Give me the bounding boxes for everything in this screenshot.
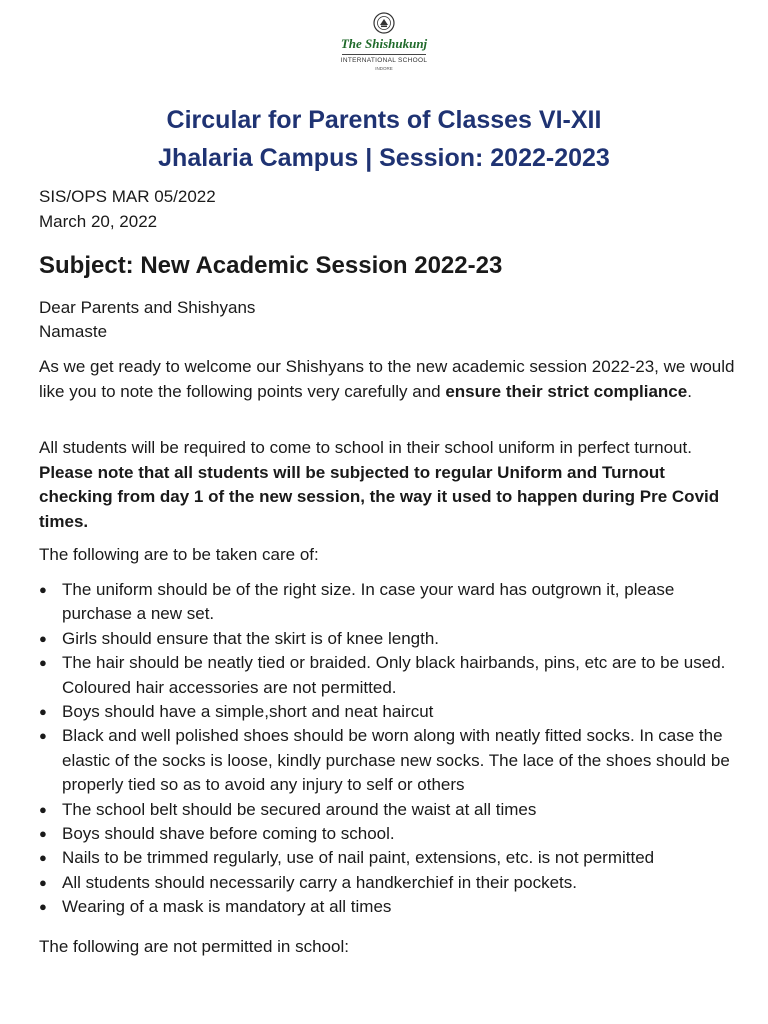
list-item-text: Boys should shave before coming to school. [62,824,395,844]
list-item [39,871,739,895]
bullet-icon: ● [39,801,47,817]
list-item [39,627,739,651]
list-item-text: Girls should ensure that the skirt is of knee length. [62,628,440,648]
not-permitted-heading: The following are not permitted in school: [39,937,349,956]
list-item-text: Nails to be trimmed regularly, use of nail paint, extensions, etc. is not permitted [62,848,655,868]
list-item [39,700,739,724]
list-item [39,578,739,627]
uniform-text: All students will be required to come to school in their school uniform in perfect turnout. [39,438,692,457]
bullet-icon: ● [39,899,47,915]
bullet-icon: ● [39,826,47,842]
bullet-icon: ● [39,582,47,597]
bullet-icon: ● [39,874,47,890]
logo-city: INDORE [375,66,393,71]
uniform-bold-text: Please note that all students will be subjected to regular Uniform and Turnout checking from day 1 of the new session, the way it used to happen during Pre Covid times. [39,462,720,531]
list-item-text: The uniform should be of the right size. In case your ward has outgrown it, please purchase a new set. [62,580,675,624]
rules-list [39,578,739,920]
bullet-icon: ● [39,850,47,866]
reference-number: SIS/OPS MAR 05/2022 [39,187,216,206]
salutation-line1: Dear Parents and Shishyans [39,298,256,317]
list-item [39,895,739,919]
list-item [39,724,739,797]
intro-paragraph [39,355,739,404]
logo-subtitle: INTERNATIONAL SCHOOL [340,57,428,64]
intro-end: . [687,381,692,401]
circular-date: March 20, 2022 [39,212,158,231]
circular-title-line1: Circular for Parents of Classes VI-XII [166,106,602,134]
subject-heading: Subject: New Academic Session 2022-23 [39,252,503,279]
bullet-icon: ● [39,630,47,646]
list-item [39,822,739,846]
logo-brand-text: The Shishukunj [340,36,428,51]
salutation-line2: Namaste [39,322,108,341]
school-emblem-icon [373,12,395,34]
list-item [39,651,739,700]
list-item-text: The hair should be neatly tied or braided. Only black hairbands, pins, etc are to be used. Coloured hair accessories are not permitted. [62,653,726,697]
school-logo [334,12,434,90]
bullet-icon: ● [39,655,47,671]
bullet-icon: ● [39,704,47,720]
list-item-text: The school belt should be secured around the waist at all times [62,799,537,819]
intro-text: As we get ready to welcome our Shishyans to the new academic session 2022-23, we would like you to note the following points very carefully and [39,357,735,401]
list-item-text: All students should necessarily carry a handkerchief in their pockets. [62,872,577,892]
list-item-text: Wearing of a mask is mandatory at all times [62,897,392,917]
logo-divider [342,54,426,55]
list-item-text: Boys should have a simple,short and neat haircut [62,702,434,722]
uniform-paragraph [39,436,739,534]
care-heading: The following are to be taken care of: [39,545,319,564]
list-item-text: Black and well polished shoes should be worn along with neatly fitted socks. In case the elastic of the socks is loose, kindly purchase new socks. The lace of the shoes should be properly tied so as to avoid any injury to self or others [62,726,730,795]
list-item [39,846,739,870]
circular-title-line2: Jhalaria Campus | Session: 2022-2023 [158,144,610,172]
intro-bold-text: ensure their strict compliance [445,381,688,401]
bullet-icon: ● [39,728,47,744]
list-item [39,798,739,822]
